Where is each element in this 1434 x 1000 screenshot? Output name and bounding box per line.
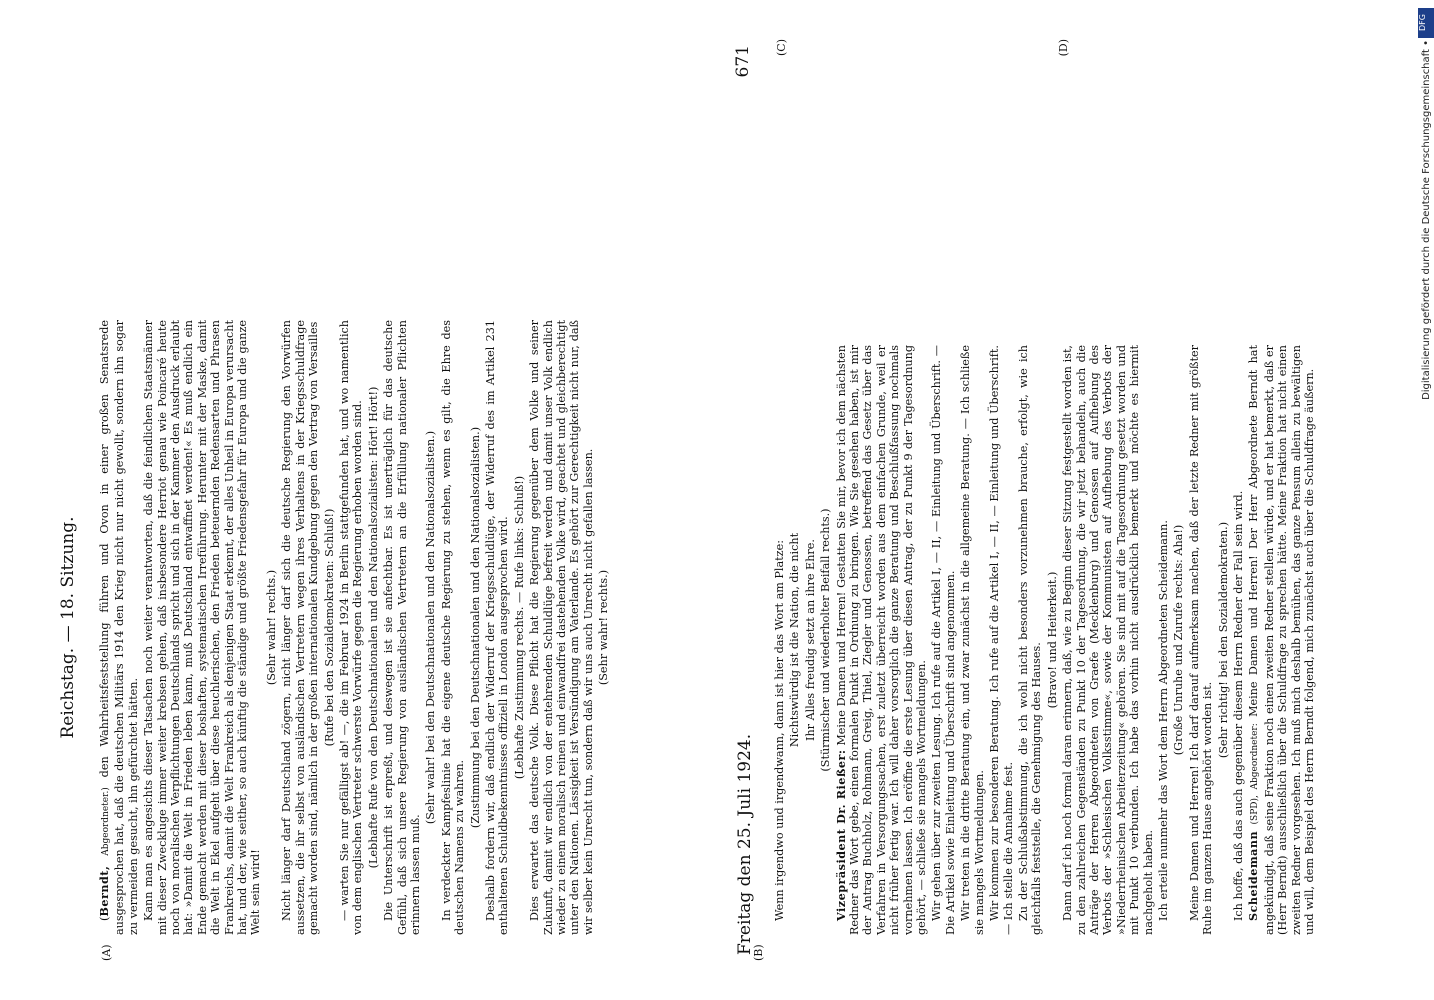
paragraph: [484, 320, 511, 935]
stage-direction: (Zustimmung bei den Deutschnationalen und den Nationalsozialisten.): [468, 426, 482, 829]
paragraph: [930, 345, 957, 935]
speaker-role: (SPD), Abgeordneter:: [1250, 723, 1261, 825]
paragraph-text: Deshalb fordern wir, daß endlich der Widerruf der Kriegsschuldlüge, der Widerruf des im Artikel 231 enthaltenen Schuldbekenntnisses offiziell in London ausgesprochen wird.: [483, 320, 511, 935]
right-header-date: Freitag den 25. Juli 1924.: [735, 733, 755, 955]
speaker-name: Berndt,: [97, 865, 111, 917]
stage-direction: (Große Unruhe und Zurufe rechts: Aha!): [1172, 524, 1186, 756]
margin-mark-a: (A): [100, 944, 113, 961]
margin-mark-b: (B): [752, 944, 765, 961]
stage-direction: (Bravo! und Heiterkeit.): [1045, 571, 1059, 709]
stage-direction: (Sehr wahr! rechts.): [597, 569, 611, 686]
text-column-left: [98, 320, 613, 935]
paragraph: [1157, 345, 1170, 935]
paragraph-text: Ich hoffe, daß das auch gegenüber diesem Herrn Redner der Fall sein wird.: [1232, 490, 1245, 921]
paragraph-text: Dies erwartet das deutsche Volk. Diese Pflicht hat die Regierung gegenüber dem Volke und seiner Zukunft, damit wir endlich von der entehrenden Schuldlüge befreit werden und damit unser Volk endlich wieder zu einem moralisch reinen und einwandfrei dastehenden Volke wird, geachtet und gleichberechtigt unter den Nationen. Lässigkeit ist Versündigung am Vaterlande. Es gehört zur Gerechtigkeit nicht nur, daß wir selber kein Unrecht tun, sondern daß wir uns auch Unrecht nicht gefallen lassen.: [528, 320, 595, 935]
paragraph: [835, 345, 929, 935]
stage-direction: (Lebhafte Rufe von den Deutschnationalen und den Nationalsozialisten: Hört! Hört!): [366, 386, 380, 869]
stage-direction: (Sehr richtig! bei den Sozialdemokraten.): [1216, 521, 1230, 759]
paragraph-text: Die Unterschrift ist erpreßt, und deswegen ist sie anfechtbar. Es ist unerträglich für das deutsche Gefühl, daß sich unsere Regierung von ausländischen Vertretern an die Erfüllung nationaler Pflichten erinnern lassen muß.: [382, 320, 422, 935]
paragraph-text: Meine Damen und Herren! Ich darf darauf aufmerksam machen, daß der letzte Redner mit größter Ruhe im ganzen Hause angehört worden ist.: [1187, 345, 1215, 935]
stage-direction: (Stürmischer und wiederholter Beifall rechts.): [819, 508, 833, 772]
paragraph: [142, 320, 263, 935]
text-column-right: [773, 345, 1318, 935]
paragraph-text: Dann darf ich noch formal daran erinnern, daß, wie zu Beginn dieser Sitzung festgestellt worden ist, zu den zahlreichen Gegenständen zu Punkt 10 der Tagesordnung, die wir jetzt behandeln, auch die Anträge der Herren Abgeordneten von Graefe (Mecklenburg) und Genossen auf Aufhebung des Verbots der »Schlesischen Volksstimme«, sowie der Kommunisten auf Aufhebung des Verbots der »Niederrheinischen Arbeiterzeitung« gehören. Sie sind mit auf die Tagesordnung gesetzt worden und mit Punkt 10 verbunden. Ich habe das vorhin nicht ausdrücklich bemerkt und möchte es hiermit nachgeholt haben.: [1061, 345, 1155, 935]
paragraph-text: Meine Damen und Herren! Der Herr Abgeordnete Berndt hat angekündigt, daß seine Fraktion noch einen zweiten Redner stellen würde, und er hat bemerkt, daß er (Herr Berndt) ausschließlich über die Schuldfrage zu sprechen hätte. Meine Fraktion hat nicht einen zweiten Redner vorgesehen. Ich muß mich deshalb bemühen, das ganze Pensum allein zu bewältigen und will, dem Beispiel des Herrn Berndt folgend, mich zunächst auch über die Schuldfrage äußern.: [1247, 345, 1317, 935]
paragraph: [440, 320, 467, 935]
paragraph-text: — warten Sie nur gefälligst ab! —, die im Februar 1924 in Berlin stattgefunden hat, und wo namentlich von dem englischen Vertreter schwerste Vorwürfe gegen die Regierung erhoben worden sind.: [337, 320, 365, 935]
left-page-header: [52, 290, 92, 965]
dfg-logo: DFG: [1418, 8, 1434, 38]
paragraph: [1188, 345, 1215, 935]
paragraph: [280, 320, 320, 935]
paragraph: [1232, 345, 1245, 935]
stage-direction: (Sehr wahr! rechts.): [264, 569, 278, 686]
speaker-name: Vizepräsident Dr. Rießer:: [833, 749, 848, 921]
paragraph: [338, 320, 365, 935]
paragraph: [382, 320, 422, 935]
stage-direction: (Rufe bei den Sozialdemokraten: Schluß!): [322, 508, 336, 747]
stage-direction: (Sehr wahr! bei den Deutschnationalen und den Nationalsozialisten.): [424, 430, 438, 825]
paragraph-text: In verdeckter Kampfeslinie hat die eigene deutsche Regierung zu stehen, wenn es gilt, die Ehre des deutschen Namens zu wahren.: [439, 320, 467, 935]
paragraph-text: Nicht länger darf Deutschland zögern, nicht länger darf sich die deutsche Regierung den Vorwürfen aussetzen, die ihr selbst von ausländischen Vertretern wegen ihres Verhaltens in der Kriegsschuldfrage gemacht worden sind, nämlich in der großen internationalen Kundgebung gegen den Vertrag von Versailles: [280, 320, 321, 935]
paragraph-text: Ich erteile nunmehr das Wort dem Herrn Abgeordneten Scheidemann.: [1156, 520, 1170, 921]
paragraph: [1017, 345, 1044, 935]
paragraph-text: Wir kommen zur besonderen Beratung. Ich rufe auf die Artikel I, — II, — Einleitung und Überschrift. — Ich stelle die Annahme fest.: [988, 345, 1015, 935]
paragraph: [959, 345, 986, 935]
paragraph-text: Kann man es angesichts dieser Tatsachen noch weiter verantworten, daß die feindlichen Staatsmänner mit dieser Zweckluge immer weiter krebsen gehen, daß insbesondere Herriot genau wie Poincaré heute noch von moralischen Verpflichtungen Deutschlands spricht und sich in der Kammer den Ausdruck erlaubt hat: »Damit die Welt in Frieden leben kann, muß Deutschland entwaffnet werden!« Es muß endlich ein Ende gemacht werden mit dieser boshaften, systematischen Irreführung. Herunter mit der Maske, damit die Welt in Ekel aufgeht über diese heuchlerischen, den Frieden beteuernden Redensarten und Phrasen Frankreichs, damit die Welt Frankreich als denjenigen Staat erkennt, der alles Unheil in Europa verursacht hat, und der, wie seither, so auch künftig die ständige und größte Friedensgefahr für Europa und die ganze Welt sein wird!: [142, 320, 263, 935]
paragraph-text: Wir gehen über zur zweiten Lesung. Ich rufe auf die Artikel I, — II, — Einleitung und Überschrift. — Die Artikel sowie Einleitung und Überschrift sind angenommen.: [930, 345, 957, 935]
rotated-spread: [52, 35, 1382, 965]
stage-direction: (Lebhafte Zustimmung rechts. — Rufe links: Schluß!): [512, 475, 526, 780]
right-page: [727, 35, 1382, 965]
paragraph: [1247, 345, 1316, 935]
left-header-title: Reichstag. — 18. Sitzung.: [58, 516, 78, 739]
paragraph: [1061, 345, 1155, 935]
paragraph-text: Zu der Schlußabstimmung, die ich wohl nicht besonders vorzunehmen brauche, erfolgt, wie ich gleichfalls feststelle, die Genehmigung des Hauses.: [1016, 345, 1044, 935]
paragraph-text: Wenn irgendwo und irgendwann, dann ist hier das Wort am Platze:: [773, 540, 786, 921]
margin-mark-c: (C): [775, 39, 788, 56]
paragraph: [528, 320, 595, 935]
paragraph: [988, 345, 1015, 935]
speaker-name: Scheidemann: [1246, 830, 1261, 921]
speaker-role: Abgeordneter.): [101, 787, 111, 856]
dfg-credit: Digitalisierung gefördert durch die Deutsche Forschungsgemeinschaft •: [1421, 40, 1432, 400]
stage-direction: Ihr Alles freudig setzt an ihre Ehre.: [803, 539, 817, 741]
paragraph: [98, 320, 140, 935]
paragraph-text: Meine Damen und Herren! Gestatten Sie mir, bevor ich dem nächsten Redner das Wort gebe, einen formalen Punkt in Ordnung zu bringen. Wie Sie gesehen haben, ist mir der Antrag Buchholz, Rohmann, Greig, Thiel, Ziegler und Genossen, betreffend das Gesetz über das Verfahren in Versorgungssachen, erst zuletzt überreicht worden aus dem einfachen Grunde, weil er nicht früher fertig war. Ich will daher vorsorglich die ganze Beratung und Beschlußfassung nochmals vornehmen lassen. Ich eröffne die erste Lesung über diesen Antrag, der zu Punkt 9 der Tagesordnung gehört, — schließe sie mangels Wortmeldungen.: [834, 345, 929, 935]
right-page-header: [727, 35, 767, 965]
margin-mark-d: (D): [1057, 39, 1070, 57]
paragraph-text: Wir treten in die dritte Beratung ein, und zwar zunächst in die allgemeine Beratung. — Ich schließe sie mangels Wortmeldungen.: [959, 345, 986, 935]
paragraph-text: den Wahrheitsfeststellung führen und Ovon in einer großen Senatsrede ausgesprochen hat, daß die deutschen Militärs 1914 den Krieg nicht nur nicht gewollt, sondern ihn sogar zu vermeiden gesucht, ihn gefürchtet hätten.: [98, 319, 140, 935]
stage-direction: Nichtswürdig ist die Nation, die nicht: [788, 532, 802, 748]
speaker-prefix: (: [98, 916, 111, 921]
paragraph: [773, 345, 786, 935]
right-header-page-number: 671: [733, 45, 753, 78]
